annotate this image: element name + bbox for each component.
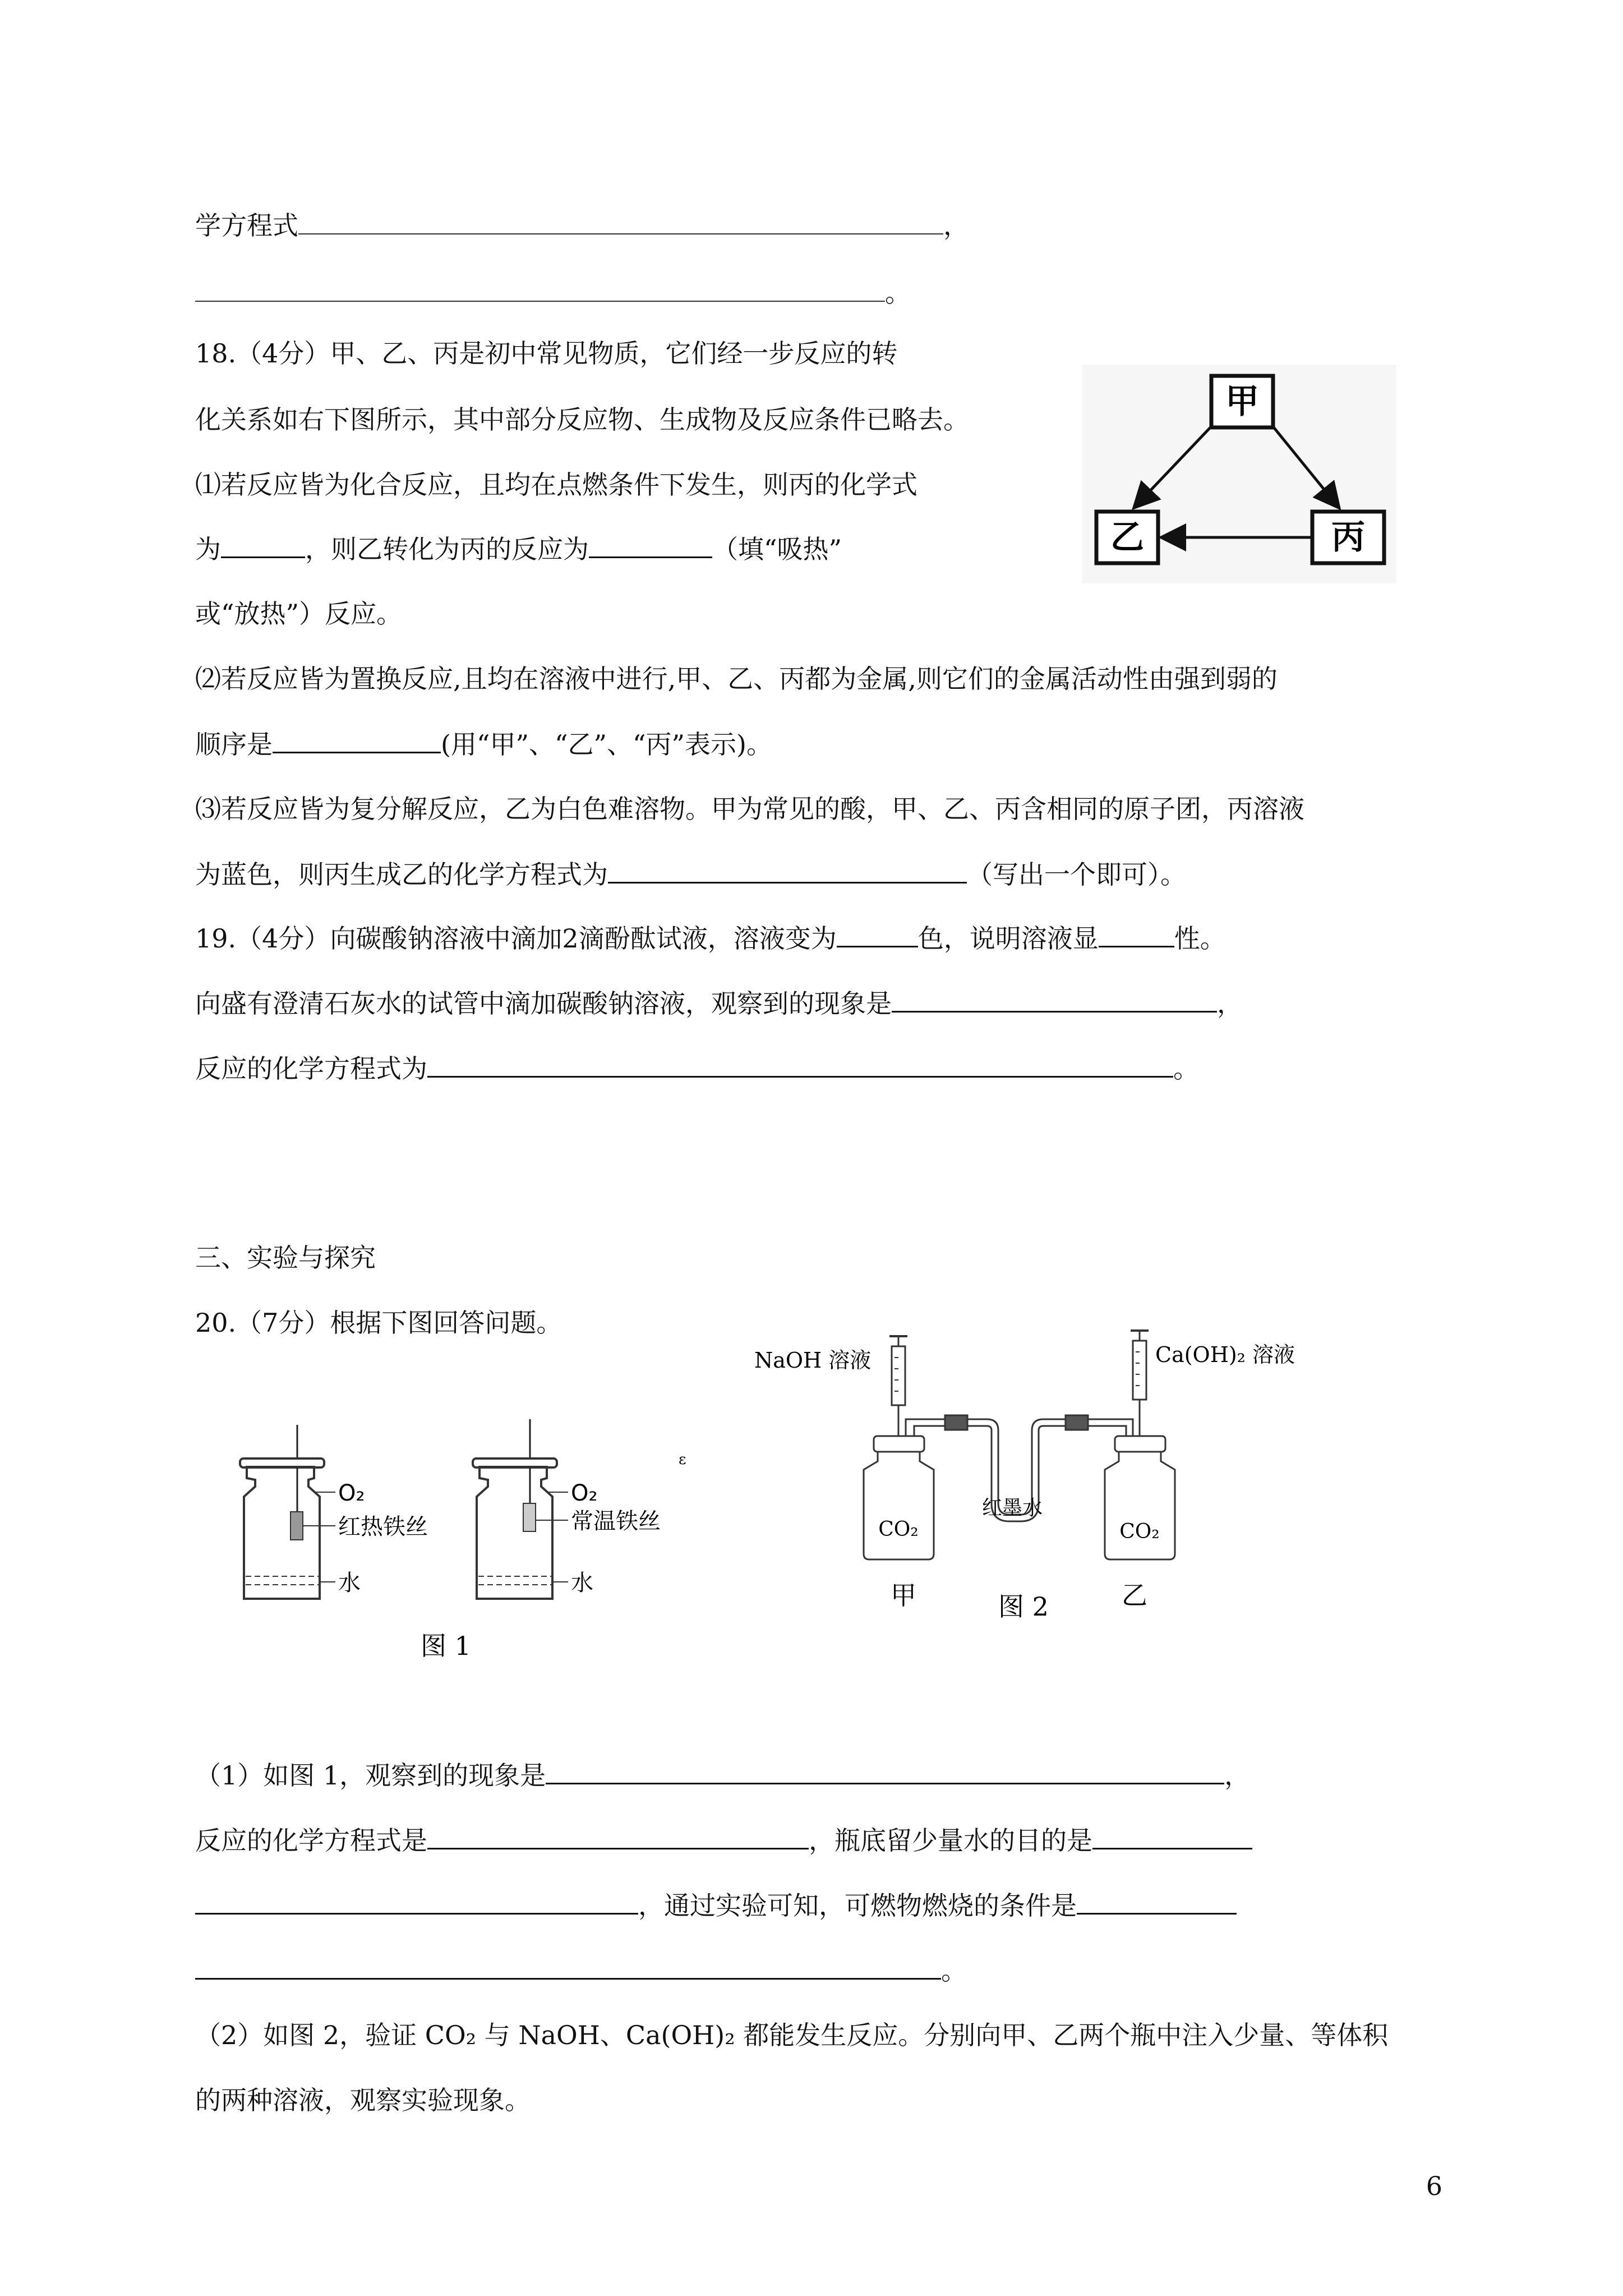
node-jia [1211, 376, 1273, 427]
label-water-a: 水 [338, 1570, 361, 1596]
figure-2-caption: 图 2 [998, 1591, 1049, 1622]
q19-blank-property[interactable] [1099, 921, 1174, 947]
q19-l1b: 色，说明溶液显 [917, 923, 1099, 954]
q18-l4b: ，则乙转化为丙的反应为 [305, 534, 589, 564]
node-yi-label: 乙 [1110, 518, 1144, 557]
node-bing-label: 丙 [1331, 518, 1365, 557]
bottle-b [473, 1419, 661, 1599]
q19-blank-phenomenon[interactable] [892, 986, 1217, 1013]
bottle-yi [1105, 1436, 1175, 1559]
label-jia: 甲 [891, 1580, 916, 1611]
q18-l7a: 顺序是 [195, 729, 273, 760]
section-title: 三、实验与探究 [195, 1243, 376, 1273]
label-red-ink: 红墨水 [981, 1497, 1043, 1520]
q18-blank-equation[interactable] [608, 857, 967, 884]
q20-p2b: ，瓶底留少量水的目的是 [809, 1825, 1092, 1856]
q19-blank-color[interactable] [837, 921, 918, 947]
q20-blank-phenomenon[interactable] [546, 1758, 1224, 1784]
q18-l9b: （写出一个即可）。 [967, 859, 1186, 890]
q19-l3b: 。 [1173, 1053, 1199, 1084]
stray-mark: ε [679, 1451, 686, 1468]
node-bing [1312, 512, 1384, 563]
bottle-jia [864, 1436, 934, 1559]
q17-period: 。 [885, 278, 911, 308]
q19-l1c: 性。 [1174, 923, 1226, 954]
q18-conversion-diagram [1082, 365, 1396, 583]
label-co2-left: CO₂ [878, 1518, 919, 1541]
q19-blank-equation[interactable] [427, 1051, 1173, 1078]
q20-part1-line-2 [195, 1823, 1252, 1857]
q19-line-1 [195, 921, 1226, 955]
label-water-b: 水 [571, 1570, 593, 1596]
q20-part1-line-4 [195, 1953, 967, 1987]
q18-line-4 [195, 532, 842, 566]
q18-l4c: （填“吸热” [712, 534, 842, 564]
q18-line-6: ⑵若反应皆为置换反应,且均在溶液中进行,甲、乙、丙都为金属,则它们的金属活动性由强到弱的 [195, 664, 1278, 694]
label-o2-b: O₂ [571, 1480, 598, 1506]
q18-l4a: 为 [195, 534, 221, 564]
syringe-left [889, 1336, 907, 1436]
q20-part2-line-1: （2）如图 2，验证 CO₂ 与 NaOH、Ca(OH)₂ 都能发生反应。分别向甲、乙两个瓶中注入少量、等体积 [195, 2020, 1389, 2050]
q18-line-5: 或“放热”）反应。 [195, 599, 403, 629]
q20-blank-water-purpose-b[interactable] [195, 1888, 638, 1915]
label-co2-right: CO₂ [1119, 1520, 1160, 1543]
q18-blank-formula[interactable] [221, 532, 305, 558]
q17-equation-line-1 [195, 209, 969, 242]
q20-intro: 20.（7分）根据下图回答问题。 [195, 1308, 562, 1338]
q18-line-8: ⑶若反应皆为复分解反应，乙为白色难溶物。甲为常见的酸，甲、乙、丙含相同的原子团，丙溶液 [195, 794, 1304, 824]
q19-line-2 [195, 986, 1243, 1020]
q18-line-1: 18.（4分）甲、乙、丙是初中常见物质，它们经一步反应的转 [195, 338, 898, 369]
q20-blank-water-purpose-a[interactable] [1092, 1823, 1252, 1849]
label-caoh-solution: Ca(OH)₂ 溶液 [1155, 1342, 1295, 1367]
q19-l1a: 19.（4分）向碳酸钠溶液中滴加2滴酚酞试液，溶液变为 [195, 923, 837, 954]
label-wire-a: 红热铁丝 [338, 1514, 428, 1540]
q19-line-3 [195, 1051, 1199, 1085]
q19-l2b: ， [1217, 988, 1243, 1019]
label-naoh-solution: NaOH 溶液 [754, 1348, 872, 1373]
label-o2-a: O₂ [338, 1480, 365, 1506]
q17-prefix: 学方程式 [195, 210, 298, 241]
q20-part1-line-3 [195, 1888, 1237, 1922]
q19-l2a: 向盛有澄清石灰水的试管中滴加碳酸钠溶液，观察到的现象是 [195, 988, 892, 1019]
label-wire-b: 常温铁丝 [571, 1508, 661, 1534]
q18-line-9 [195, 857, 1186, 891]
bottle-a [240, 1425, 428, 1599]
q20-p2a: 反应的化学方程式是 [195, 1825, 427, 1856]
q18-l7b: (用“甲”、“乙”、“丙”表示)。 [441, 729, 772, 760]
q20-p1a: （1）如图 1，观察到的现象是 [195, 1760, 546, 1791]
q20-blank-condition-a[interactable] [1077, 1888, 1237, 1915]
node-yi [1096, 512, 1158, 563]
q20-p1b: ， [1224, 1760, 1251, 1791]
q18-blank-order[interactable] [273, 727, 441, 753]
q20-figure-2 [751, 1324, 1301, 1638]
q19-l3a: 反应的化学方程式为 [195, 1053, 427, 1084]
node-jia-label: 甲 [1225, 382, 1259, 421]
q17-equation-line-2 [195, 276, 911, 310]
q20-blank-equation[interactable] [427, 1823, 809, 1849]
q20-blank-condition-b[interactable] [195, 1953, 941, 1980]
q18-blank-heat[interactable] [589, 532, 712, 558]
q18-line-7 [195, 727, 772, 761]
page-number: 6 [1426, 2171, 1442, 2201]
q20-p4a: 。 [941, 1955, 967, 1986]
q18-l9a: 为蓝色，则丙生成乙的化学方程式为 [195, 859, 608, 890]
q20-part1-line-1 [195, 1758, 1250, 1792]
q18-line-3: ⑴若反应皆为化合反应，且均在点燃条件下发生，则丙的化学式 [195, 470, 917, 500]
q20-figure-1 [236, 1414, 695, 1666]
label-yi: 乙 [1122, 1580, 1147, 1611]
q18-line-2: 化关系如右下图所示，其中部分反应物、生成物及反应条件已略去。 [195, 404, 969, 435]
q17-comma: ， [943, 210, 969, 241]
figure-1-caption: 图 1 [421, 1631, 471, 1661]
q17-blank-1[interactable] [298, 209, 943, 234]
q20-p3a: ，通过实验可知，可燃物燃烧的条件是 [638, 1890, 1077, 1921]
q17-blank-2[interactable] [195, 276, 885, 302]
q20-part2-line-2: 的两种溶液，观察实验现象。 [195, 2085, 531, 2115]
